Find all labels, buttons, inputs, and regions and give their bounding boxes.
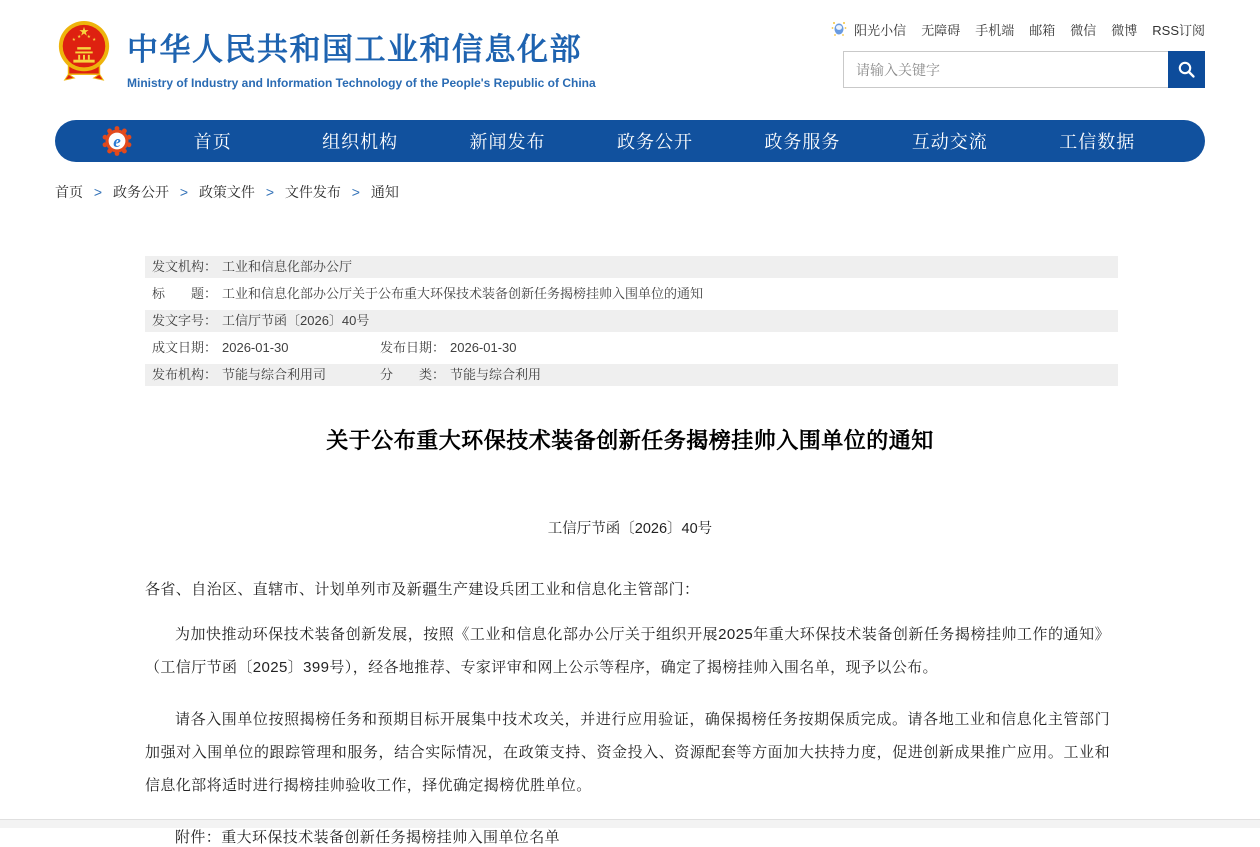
header-right (843, 18, 1205, 110)
meta-row-dates (145, 337, 1118, 359)
utility-link-wechat[interactable]: 微信 (1070, 22, 1097, 38)
breadcrumb (55, 182, 1205, 199)
article-doc-number: 工信厅节函〔2026〕40号 (547, 521, 713, 537)
search-bar (843, 51, 1205, 88)
utility-link-mail[interactable]: 邮箱 (1029, 22, 1056, 38)
meta-label: 发布日期： (380, 340, 446, 355)
article-title: 关于公布重大环保技术装备创新任务揭榜挂帅入围单位的通知 (326, 428, 934, 453)
meta-row-publisher-category (145, 364, 1118, 386)
meta-value: 2026-01-30 (450, 340, 517, 355)
footer-strip (0, 819, 1260, 828)
breadcrumb-policy-docs[interactable]: 政策文件 (198, 184, 255, 200)
miit-gear-logo-icon (101, 125, 133, 157)
utility-link-sunshine[interactable]: 阳光小信 (854, 22, 907, 38)
nav-item-gov-services[interactable]: 政务服务 (764, 132, 841, 152)
utility-links (843, 18, 1205, 40)
meta-value: 工业和信息化部办公厅 (222, 259, 353, 274)
meta-label: 成文日期： (152, 340, 218, 355)
article-paragraph-2: 请各入围单位按照揭榜任务和预期目标开展集中技术攻关，并进行应用验证，确保揭榜任务按期保质完成。请各地工业和信息化主管部门加强对入围单位的跟踪管理和服务，结合实际情况，在政策支持、资金投入、资源配套等方面加大扶持力度，促进创新成果推广应用。工业和信息化部将适时进行揭榜挂帅验收工作，择优确定揭榜优胜单位。 (145, 711, 1110, 794)
meta-cell (380, 364, 541, 386)
nav-item-interaction[interactable]: 互动交流 (911, 132, 988, 152)
site-subtitle: Ministry of Industry and Information Technology of the People's Republic of China (127, 76, 596, 90)
meta-label: 分 类： (380, 367, 446, 382)
article-salutation: 各省、自治区、直辖市、计划单列市及新疆生产建设兵团工业和信息化主管部门： (145, 581, 700, 598)
nav-item-news[interactable]: 新闻发布 (469, 132, 546, 152)
breadcrumb-separator: > (351, 184, 360, 200)
nav-item-home[interactable]: 首页 (193, 132, 232, 152)
meta-cell (152, 283, 703, 305)
search-input[interactable] (843, 51, 1168, 88)
main-nav (55, 120, 1205, 162)
meta-row-issuing-agency (145, 256, 1118, 278)
site-title: 中华人民共和国工业和信息化部 (127, 32, 582, 67)
site-logo-link[interactable] (55, 18, 596, 110)
meta-cell (152, 256, 352, 278)
utility-link-accessibility[interactable]: 无障碍 (921, 22, 961, 38)
breadcrumb-doc-release[interactable]: 文件发布 (284, 184, 341, 200)
article-paragraph-1: 为加快推动环保技术装备创新发展，按照《工业和信息化部办公厅关于组织开展2025年重大环保技术装备创新任务揭榜挂帅工作的通知》（工信厅节函〔2025〕399号），经各地推荐、专家评审和网上公示等程序，确定了揭榜挂帅入围名单，现予以公布。 (145, 626, 1110, 676)
breadcrumb-home[interactable]: 首页 (55, 184, 83, 200)
search-button[interactable] (1168, 51, 1205, 88)
breadcrumb-separator: > (93, 184, 103, 200)
meta-value: 工业和信息化部办公厅关于公布重大环保技术装备创新任务揭榜挂帅入围单位的通知 (222, 286, 704, 301)
meta-label: 发文字号： (152, 313, 218, 328)
article-attachment-line: 附件：重大环保技术装备创新任务揭榜挂帅入围单位名单 (175, 829, 561, 846)
search-icon (1177, 60, 1196, 79)
meta-value: 节能与综合利用司 (222, 367, 327, 382)
national-emblem-icon (55, 20, 113, 82)
breadcrumb-notice[interactable]: 通知 (370, 184, 399, 200)
breadcrumb-separator: > (179, 184, 189, 200)
meta-row-doc-number (145, 310, 1118, 332)
nav-item-organization[interactable]: 组织机构 (322, 132, 399, 152)
utility-link-mobile[interactable]: 手机端 (975, 22, 1015, 38)
mascot-icon (830, 20, 848, 38)
meta-row-title (145, 283, 1118, 305)
meta-cell (380, 337, 517, 359)
utility-link-weibo[interactable]: 微博 (1111, 22, 1138, 38)
nav-item-miit-data[interactable]: 工信数据 (1059, 132, 1136, 152)
document-meta-table (145, 256, 1118, 386)
utility-link-rss[interactable]: RSS订阅 (1152, 22, 1205, 38)
breadcrumb-separator: > (265, 184, 275, 200)
meta-label: 发文机构： (152, 259, 218, 274)
meta-cell (152, 364, 380, 386)
meta-cell (152, 337, 380, 359)
nav-item-gov-disclosure[interactable]: 政务公开 (616, 132, 693, 152)
meta-value: 2026-01-30 (222, 340, 289, 355)
breadcrumb-gov-disclosure[interactable]: 政务公开 (112, 184, 169, 200)
meta-cell (152, 310, 369, 332)
meta-label: 标 题： (152, 286, 218, 301)
header (0, 0, 1260, 110)
svg-text:e: e (113, 132, 121, 151)
meta-value: 工信厅节函〔2026〕40号 (222, 313, 370, 328)
meta-value: 节能与综合利用 (450, 367, 542, 382)
brand-text (127, 18, 596, 90)
meta-label: 发布机构： (152, 367, 218, 382)
